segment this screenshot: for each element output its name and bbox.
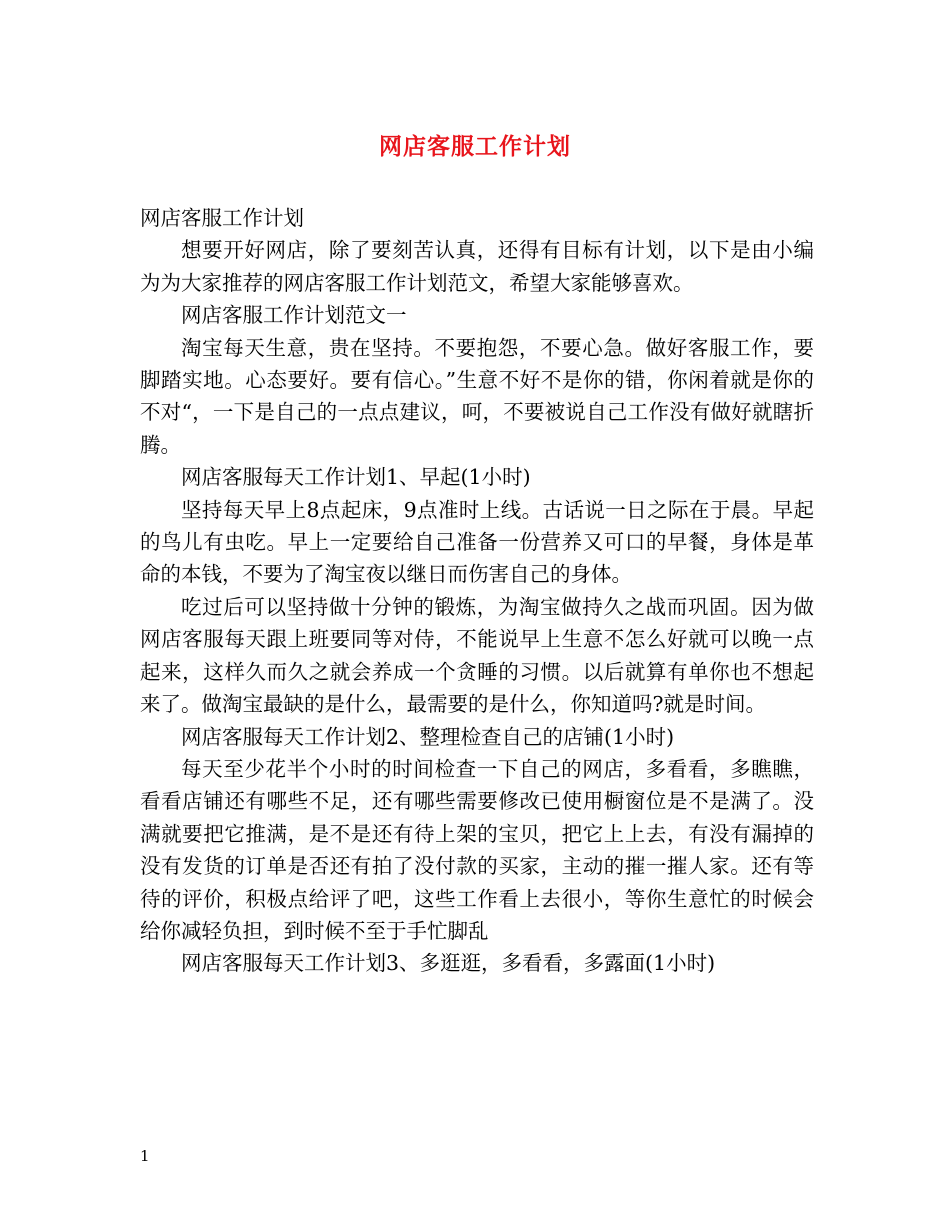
paragraph-plan-3-heading: 网店客服每天工作计划3、多逛逛，多看看，多露面(1小时) <box>181 951 716 976</box>
paragraph-subtitle: 网店客服工作计划 <box>140 206 304 230</box>
paragraph-intro: 想要开好网店，除了要刻苦认真，还得有目标有计划，以下是由小编为为大家推荐的网店客服工作计划范文，希望大家能够喜欢。 <box>140 238 814 295</box>
paragraph-plan-1-heading: 网店客服每天工作计划1、早起(1小时) <box>181 465 531 490</box>
paragraph-plan-2-heading: 网店客服每天工作计划2、整理检查自己的店铺(1小时) <box>181 724 675 749</box>
document-body <box>140 202 814 980</box>
page-number: 1 <box>140 1147 150 1165</box>
paragraph-plan-1-body: 坚持每天早上8点起床，9点准时上线。古话说一日之际在于晨。早起的鸟儿有虫吃。早上一定要给自己准备一份营养又可口的早餐，身体是革命的本钱，不要为了淘宝夜以继日而伤害自己的身体。 <box>140 497 814 587</box>
paragraph-heading-sample-one: 网店客服工作计划范文一 <box>181 303 407 328</box>
paragraph-persistence: 淘宝每天生意，贵在坚持。不要抱怨，不要心急。做好客服工作，要脚踏实地。心态要好。要有信心。”生意不好不是你的错，你闲着就是你的不对“，一下是自己的一点点建议，呵，不要被说自己工作没有做好就瞎折腾。 <box>140 335 814 457</box>
document-title: 网店客服工作计划 <box>379 133 571 160</box>
paragraph-plan-2-body: 每天至少花半个小时的时间检查一下自己的网店，多看看，多瞧瞧，看看店铺还有哪些不足，还有哪些需要修改已使用橱窗位是不是满了。没满就要把它推满，是不是还有待上架的宝贝，把它上上去，有没有漏掉的没有发货的订单是否还有拍了没付款的买家，主动的摧一摧人家。还有等待的评价，积极点给评了吧，这些工作看上去很小，等你生意忙的时候会给你减轻负担，到时候不至于手忙脚乱 <box>140 756 814 943</box>
paragraph-plan-1-exercise: 吃过后可以坚持做十分钟的锻炼，为淘宝做持久之战而巩固。因为做网店客服每天跟上班要同等对侍，不能说早上生意不怎么好就可以晚一点起来，这样久而久之就会养成一个贪睡的习惯。以后就算有单你也不想起来了。做淘宝最缺的是什么，最需要的是什么，你知道吗?就是时间。 <box>140 594 814 717</box>
